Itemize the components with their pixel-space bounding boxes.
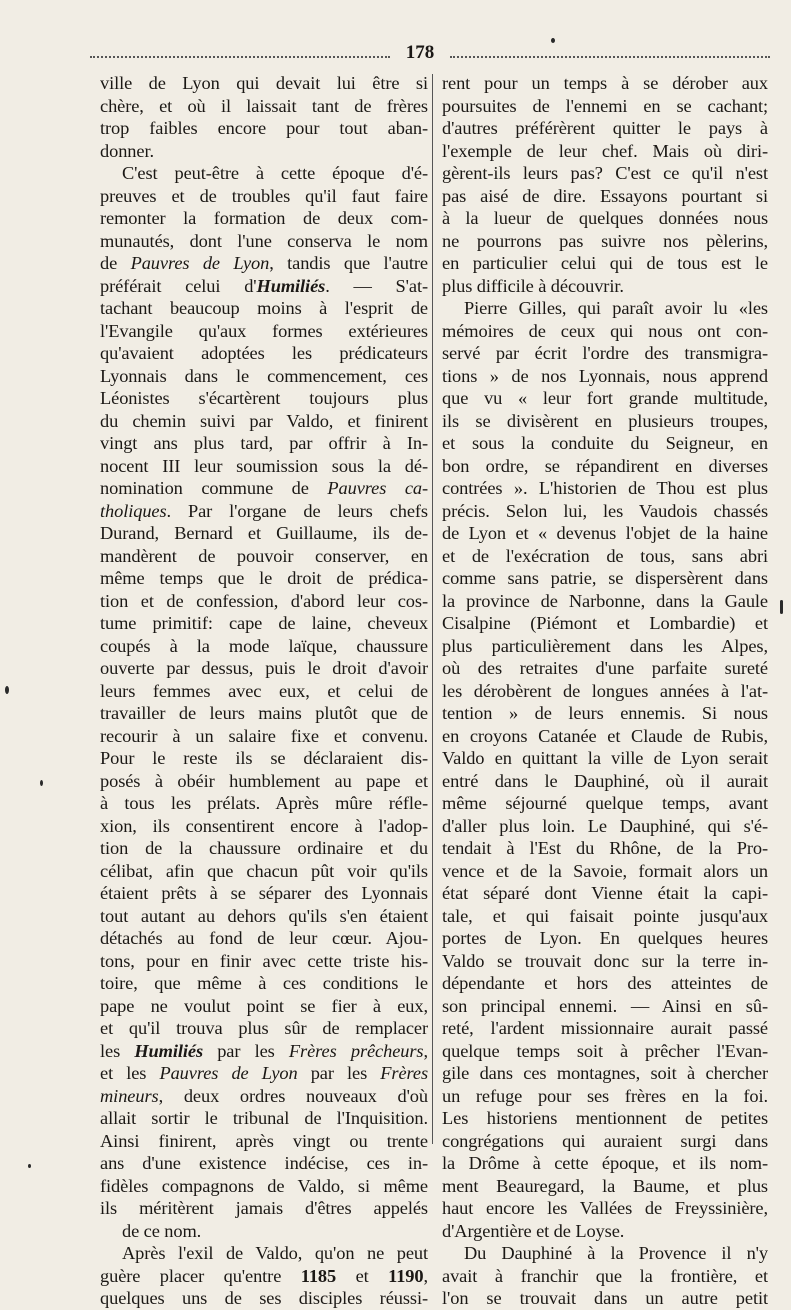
- page-number: 178: [405, 42, 435, 63]
- text-line: Durand, Bernard et Guillaume, ils de-: [100, 523, 428, 543]
- text-line: tion et de confession, d'abord leur cos-: [100, 590, 428, 611]
- text-line: en particulier celui qui de tous est le: [442, 253, 768, 273]
- text-line: ils méritèrent jamais d'êtres appelés: [100, 1198, 428, 1218]
- text-line: un refuge pour ses frères en la foi.: [442, 1085, 768, 1106]
- text-line: célibat, afin que chacun pût voir qu'ils: [100, 860, 428, 881]
- text-line: reté, l'ardent missionnaire aurait passé: [442, 1018, 768, 1038]
- text-line: mineurs, deux ordres nouveaux d'où: [100, 1085, 428, 1106]
- text-line: nomination commune de Pauvres ca-: [100, 478, 428, 498]
- text-line: ne pourrons pas suivre nos pèlerins,: [442, 230, 768, 251]
- text-line: entré dans le Dauphiné, où il aurait: [442, 770, 768, 791]
- text-line: et sous la conduite du Seigneur, en: [442, 433, 768, 453]
- text-line: tions » de nos Lyonnais, nous apprend: [442, 365, 768, 386]
- text-line: d'Argentière et de Loyse.: [442, 1220, 625, 1241]
- text-line: plus difficile à découvrir.: [442, 275, 624, 296]
- text-line: nocent III leur soumission sous la dé-: [100, 455, 428, 476]
- text-line: Ainsi finirent, après vingt ou trente: [100, 1130, 428, 1151]
- text-line: pape ne voulut point se fier à eux,: [100, 995, 428, 1016]
- text-line: et de l'exécration de tous, sans abri: [442, 545, 768, 566]
- text-line: quelque temps soit à prêcher l'Evan-: [442, 1040, 768, 1061]
- text-line: les Humiliés par les Frères prêcheurs,: [100, 1040, 428, 1061]
- text-line: Après l'exil de Valdo, qu'on ne peut: [122, 1243, 428, 1263]
- text-line: d'aller plus loin. Le Dauphiné, qui s'é-: [442, 815, 768, 836]
- text-line: ans d'une existence indécise, ces in-: [100, 1153, 428, 1173]
- text-line: où des retraites d'une parfaite sureté: [442, 658, 768, 678]
- text-line: Valdo se trouvait donc sur la terre in-: [442, 950, 768, 971]
- text-line: pas aisé de dire. Essayons pourtant si: [442, 185, 768, 206]
- text-line: et les Pauvres de Lyon par les Frères: [100, 1063, 429, 1083]
- text-line: leurs femmes avec eux, et celui de: [100, 680, 428, 701]
- text-line: tout autant au dehors qu'ils s'en étaient: [100, 905, 428, 926]
- text-line: ment Beauregard, la Baume, et plus: [442, 1175, 768, 1196]
- text-line: guère placer qu'entre 1185 et 1190,: [100, 1265, 428, 1286]
- text-line: posés à obéir humblement au pape et: [100, 770, 428, 791]
- text-line: congrégations qui auraient surgi dans: [442, 1130, 768, 1151]
- text-line: portes de Lyon. En quelques heures: [442, 928, 768, 948]
- text-line: Du Dauphiné à la Provence il n'y: [464, 1243, 768, 1263]
- text-line: ville de Lyon qui devait lui être si: [100, 73, 428, 93]
- header-rule-left: [90, 56, 390, 58]
- text-line: gèrent-ils leurs pas? C'est ce qu'il n'est: [442, 163, 768, 183]
- text-line: tion de la chaussure ordinaire et du: [100, 838, 428, 858]
- text-line: dépendante et hors des atteintes de: [442, 973, 768, 993]
- text-line: de Pauvres de Lyon, tandis que l'autre: [100, 253, 428, 273]
- text-line: plus particulièrement dans les Alpes,: [442, 635, 768, 656]
- text-line: haut encore les Vallées de Freyssinière,: [442, 1198, 768, 1218]
- scan-speck: [551, 38, 555, 43]
- scan-speck: [28, 1164, 31, 1168]
- text-line: même temps que le droit de prédica-: [100, 568, 428, 588]
- text-line: rent pour un temps à se dérober aux: [442, 73, 768, 93]
- text-line: servé par écrit l'ordre des transmigra-: [442, 343, 768, 363]
- text-line: Pour le reste ils se déclaraient dis-: [100, 748, 428, 768]
- text-line: de Lyon et « devenus l'objet de la haine: [442, 523, 768, 543]
- text-line: recourir à un salaire fixe et convenu.: [100, 725, 428, 746]
- text-line: coupés à la mode laïque, chaussure: [100, 635, 428, 656]
- text-line: Pierre Gilles, qui paraît avoir lu «les: [464, 298, 768, 318]
- text-line: donner.: [100, 140, 154, 161]
- scan-speck: [40, 780, 43, 786]
- text-line: l'Evangile qu'aux formes extérieures: [100, 320, 428, 341]
- text-line: tale, et qui faisait pointe jusqu'aux: [442, 905, 768, 926]
- text-line: munautés, dont l'une conserva le nom: [100, 230, 428, 251]
- text-line: détachés au fond de leur cœur. Ajou-: [100, 928, 428, 948]
- text-line: mémoires de ceux qui nous ont con-: [442, 320, 768, 341]
- text-line: fidèles compagnons de Valdo, si même: [100, 1175, 428, 1196]
- text-line: ils se divisèrent en plusieurs troupes,: [442, 410, 768, 431]
- text-line: tholiques. Par l'organe de leurs chefs: [100, 500, 428, 521]
- text-line: C'est peut-être à cette époque d'é-: [122, 163, 428, 183]
- text-line: tons, pour en finir avec cette triste his-: [100, 950, 428, 971]
- text-line: mandèrent de pouvoir conserver, en: [100, 545, 428, 566]
- text-line: poursuites de l'ennemi en se cachant;: [442, 95, 768, 116]
- text-line: avait à franchir que la frontière, et: [442, 1265, 768, 1286]
- text-line: son principal ennemi. — Ainsi en sû-: [442, 995, 768, 1016]
- text-line: qu'avaient adoptées les prédicateurs: [100, 343, 428, 363]
- text-line: les dérobèrent de longues années à l'at-: [442, 680, 768, 701]
- text-line: de ce nom.: [122, 1220, 202, 1241]
- text-line: étaient prêts à se séparer des Lyonnais: [100, 883, 428, 903]
- text-line: même séjourné quelque temps, avant: [442, 793, 768, 813]
- text-line: comme sans patrie, se dispersèrent dans: [442, 568, 768, 588]
- text-line: quelques uns de ses disciples réussi-: [100, 1288, 428, 1308]
- right-column: [442, 72, 768, 1310]
- text-line: bon ordre, se répandirent en diverses: [442, 455, 768, 476]
- text-line: l'exemple de leur chef. Mais où diri-: [442, 140, 768, 161]
- text-line: vence et de la Savoie, formait alors un: [442, 860, 768, 881]
- text-line: Léonistes s'écartèrent toujours plus: [100, 388, 428, 408]
- header-rule-right: [450, 56, 770, 58]
- text-line: gile dans ces montagnes, soit à chercher: [442, 1063, 768, 1083]
- text-line: Lyonnais dans le commencement, ces: [100, 365, 428, 386]
- text-line: remonter la formation de deux com-: [100, 208, 428, 228]
- text-line: contrées ». L'historien de Thou est plus: [442, 478, 768, 498]
- text-line: que vu « leur fort grande multitude,: [442, 388, 768, 408]
- text-line: à la lueur de quelques données nous: [442, 208, 768, 228]
- text-line: toire, que même à ces conditions le: [100, 973, 428, 993]
- text-line: trop faibles encore pour tout aban-: [100, 118, 428, 138]
- text-line: en croyons Catanée et Claude de Rubis,: [442, 725, 768, 746]
- text-line: l'on se trouvait dans un autre petit: [442, 1288, 768, 1308]
- left-column: [100, 72, 428, 1310]
- scan-speck: [5, 686, 9, 694]
- text-line: chère, et où il laissait tant de frères: [100, 95, 428, 116]
- text-line: tention » de leurs ennemis. Si nous: [442, 703, 768, 723]
- text-line: à tous les prélats. Après mûre réfle-: [100, 793, 428, 813]
- text-line: la province de Narbonne, dans la Gaule: [442, 590, 768, 611]
- text-line: la Drôme à cette époque, et ils nom-: [442, 1153, 768, 1173]
- text-line: Les historiens mentionnent de petites: [442, 1108, 768, 1128]
- text-line: et qu'il trouva plus sûr de remplacer: [100, 1018, 428, 1038]
- text-line: ouverte par dessus, puis le droit d'avoir: [100, 658, 428, 678]
- column-divider: [432, 74, 433, 1144]
- text-line: vingt ans plus tard, par offrir à In-: [100, 433, 428, 453]
- text-line: xion, ils consentirent encore à l'adop-: [100, 815, 428, 836]
- text-line: tume primitif: cape de laine, cheveux: [100, 613, 428, 633]
- text-line: d'autres préférèrent quitter le pays à: [442, 118, 768, 138]
- text-line: allait sortir le tribunal de l'Inquisition.: [100, 1108, 428, 1128]
- text-line: tendait à l'Est du Rhône, de la Pro-: [442, 838, 768, 858]
- scan-speck: [780, 600, 783, 614]
- text-line: tachant beaucoup moins à l'esprit de: [100, 298, 428, 318]
- text-line: précis. Selon lui, les Vaudois chassés: [442, 500, 768, 521]
- text-line: du chemin suivi par Valdo, et finirent: [100, 410, 428, 431]
- text-line: preuves et de troubles qu'il faut faire: [100, 185, 428, 206]
- text-line: travailler de leurs mains plutôt que de: [100, 703, 428, 723]
- text-line: Cisalpine (Piémont et Lombardie) et: [442, 613, 768, 633]
- page-header: [90, 40, 770, 70]
- text-line: Valdo en quittant la ville de Lyon serait: [442, 748, 768, 768]
- text-line: état séparé dont Vienne était la capi-: [442, 883, 768, 903]
- text-line: préférait celui d'Humiliés. — S'at-: [100, 275, 428, 296]
